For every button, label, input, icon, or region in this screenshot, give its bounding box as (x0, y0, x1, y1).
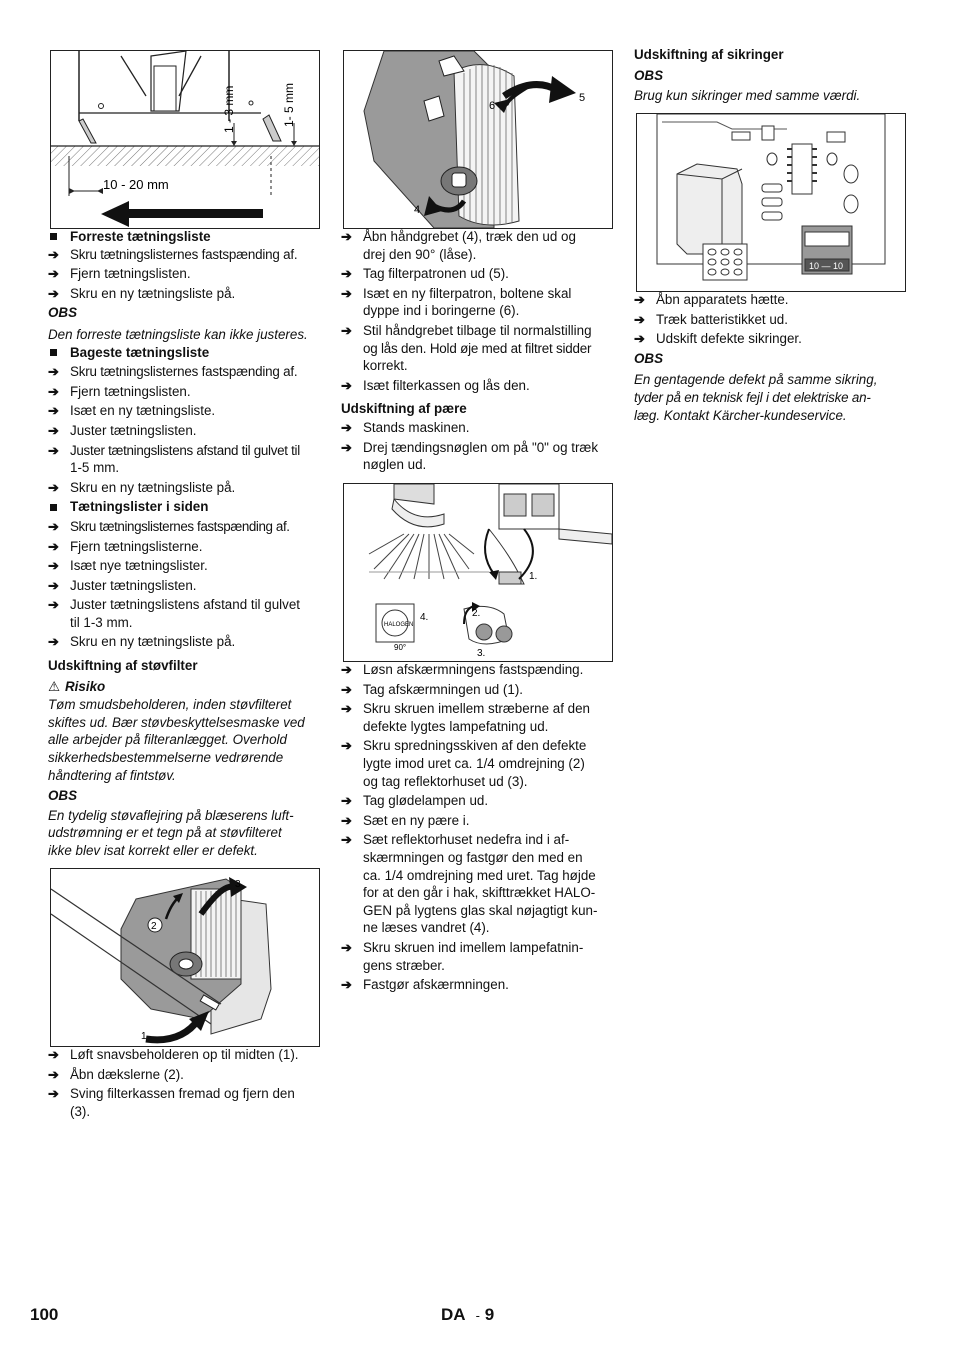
step-cont: korrekt. (363, 358, 408, 374)
step-cont: ne læses vandret (4). (363, 920, 490, 936)
section-title-rear-seal: Bageste tætningsliste (70, 344, 210, 360)
arrow-icon: ➔ (341, 266, 352, 282)
step: Udskift defekte sikringer. (656, 331, 802, 347)
section-title-side-seals: Tætningslister i siden (70, 499, 209, 515)
step: Skru spredningsskiven af den defekte (363, 738, 587, 754)
arrow-icon: ➔ (48, 538, 59, 554)
arrow-icon: ➔ (341, 439, 352, 455)
obs-label: OBS (634, 350, 664, 366)
seal-adjust-figure (50, 50, 320, 229)
step-cont: ca. 1/4 omdrejning med uret. Tag højde (363, 867, 596, 883)
step: Sving filterkassen fremad og fjern den (70, 1086, 295, 1102)
page-number: 100 (30, 1305, 59, 1324)
step: Sæt en ny pære i. (363, 812, 470, 828)
arrow-icon: ➔ (341, 832, 352, 848)
callout-4: 4. (420, 612, 429, 623)
obs-line: En tydelig støvaflejring på blæserens luft- (48, 807, 294, 823)
step: Tag glødelampen ud. (363, 793, 489, 809)
arrow-icon: ➔ (48, 1086, 59, 1102)
obs-text: Brug kun sikringer med samme værdi. (634, 88, 861, 104)
obs-line: tyder på en teknisk fejl i det elektriske an- (634, 389, 871, 405)
callout-4: 4 (414, 204, 421, 216)
step: Åbn apparatets hætte. (656, 292, 789, 307)
arrow-icon: ➔ (48, 1066, 59, 1082)
step: Stands maskinen. (363, 419, 470, 435)
step-cont: gens stræber. (363, 957, 445, 973)
filter-cartridge-diagram (344, 51, 612, 228)
obs-line: ikke blev isat korrekt eller er defekt. (48, 843, 258, 858)
page-label (441, 1306, 494, 1325)
step: Skru skruen ind imellem lampefatnin- (363, 939, 584, 955)
arrow-icon: ➔ (48, 518, 59, 534)
step: Fjern tætningslisterne. (70, 538, 203, 554)
callout-6: 6 (489, 100, 496, 112)
arrow-icon: ➔ (48, 383, 59, 399)
step: Drej tændingsnøglen om på "0" og træk (363, 439, 599, 455)
arrow-icon: ➔ (341, 738, 352, 754)
arrow-icon: ➔ (341, 977, 352, 993)
bullet-square-icon (48, 498, 70, 516)
arrow-icon: ➔ (48, 364, 59, 380)
obs-label: OBS (48, 788, 78, 804)
arrow-icon: ➔ (48, 403, 59, 419)
angle-label: 90° (394, 643, 407, 652)
step: Åbn dækslerne (2). (70, 1066, 184, 1082)
obs-line: En gentagende defekt på samme sikring, (634, 372, 878, 388)
callout-3: 3. (477, 648, 486, 659)
heading-lamp: Udskiftning af pære (341, 401, 467, 417)
arrow-icon: ➔ (634, 311, 645, 327)
bullet-square-icon (48, 344, 70, 362)
fuse-board-diagram (637, 114, 905, 291)
step-cont: lygte imod uret ca. 1/4 omdrejning (2) (363, 755, 585, 771)
arrow-icon: ➔ (341, 793, 352, 809)
arrow-icon: ➔ (48, 422, 59, 438)
arrow-icon: ➔ (341, 681, 352, 697)
arrow-icon: ➔ (341, 285, 352, 301)
callout-5: 5 (579, 92, 586, 104)
arrow-icon: ➔ (341, 377, 352, 393)
seal-diagram (51, 51, 319, 228)
obs-text (634, 371, 914, 424)
arrow-icon: ➔ (341, 812, 352, 828)
dim-label-1-3: 1 - 3 mm (222, 85, 236, 133)
arrow-icon: ➔ (48, 577, 59, 593)
callout-1: 1 (141, 1031, 147, 1042)
filter-box-diagram (51, 869, 319, 1046)
dim-label-10-20: 10 - 20 mm (103, 177, 169, 192)
arrow-icon: ➔ (341, 701, 352, 717)
step: Træk batteristikket ud. (656, 311, 788, 327)
obs-text: Den forreste tætningsliste kan ikke justeres. (48, 326, 308, 342)
col3-text-bottom (634, 291, 914, 424)
arrow-icon: ➔ (634, 292, 645, 307)
step: Isæt nye tætningslister. (70, 558, 208, 574)
risk-text (48, 696, 323, 784)
step: Skru tætningslisternes fastspænding af. (70, 518, 290, 534)
step: Skru en ny tætningsliste på. (70, 634, 236, 650)
col2-text-top (341, 228, 616, 474)
heading-dust-filter: Udskiftning af støvfilter (48, 658, 198, 674)
col2-text-bottom (341, 661, 616, 994)
step-cont: dyppe ind i boringerne (6). (363, 303, 520, 319)
step-cont: skærmningen og fastgør den med en (363, 849, 583, 865)
arrow-icon: ➔ (48, 246, 59, 262)
lang-code: DA (441, 1305, 465, 1324)
step: Fjern tætningslisten. (70, 383, 191, 399)
step: Løsn afskærmningens fastspænding. (363, 662, 584, 677)
risk-line: Tøm smudsbeholderen, inden støvfilteret (48, 697, 292, 713)
lamp-figure (343, 483, 613, 662)
obs-line: læg. Kontakt Kärcher-kundeservice. (634, 407, 847, 423)
step: Juster tætningslisten. (70, 577, 197, 593)
step: Juster tætningslistens afstand til gulvet til (70, 442, 300, 458)
warning-icon: ⚠ (48, 678, 61, 694)
step: Juster tætningslistens afstand til gulvet (70, 597, 300, 613)
step: Stil håndgrebet tilbage til normalstilling (363, 322, 592, 338)
step-cont: og lås den. Hold øje med at filtret sidder (363, 340, 592, 356)
callout-3: 3 (235, 879, 241, 890)
step-cont: for at den går i hak, skifttrækket HALO- (363, 885, 596, 901)
risk-line: alle arbejder på filteranlægget. Overhold (48, 732, 287, 748)
col3-text-top (634, 46, 914, 105)
step: Sæt reflektorhuset nedefra ind i af- (363, 832, 570, 848)
arrow-icon: ➔ (341, 939, 352, 955)
filter-cartridge-figure (343, 50, 613, 229)
step: Skru tætningslisternes fastspænding af. (70, 246, 298, 262)
risk-line: sikkerhedsbestemmelserne vedrørende (48, 750, 284, 766)
section-title-front-seal: Forreste tætningsliste (70, 229, 211, 244)
risk-label: Risiko (65, 678, 106, 694)
step: Skru en ny tætningsliste på. (70, 479, 236, 495)
callout-2: 2 (151, 921, 157, 932)
step: Løft snavsbeholderen op til midten (1). (70, 1047, 299, 1062)
arrow-icon: ➔ (48, 597, 59, 613)
arrow-icon: ➔ (48, 266, 59, 282)
arrow-icon: ➔ (634, 331, 645, 347)
arrow-icon: ➔ (48, 442, 59, 458)
step-cont: (3). (70, 1103, 91, 1119)
step: Isæt en ny tætningsliste. (70, 403, 216, 419)
step: Tag filterpatronen ud (5). (363, 266, 509, 282)
step: Skru tætningslisternes fastspænding af. (70, 364, 298, 380)
step: Isæt filterkassen og lås den. (363, 377, 530, 393)
lamp-diagram (344, 484, 612, 661)
step-cont: drej den 90° (låse). (363, 246, 477, 262)
step: Fjern tætningslisten. (70, 266, 191, 282)
arrow-icon: ➔ (48, 479, 59, 495)
col1-text-top (48, 228, 323, 860)
obs-label: OBS (48, 305, 78, 321)
section-page: 9 (484, 1305, 495, 1324)
risk-line: skiftes ud. Bær støvbeskyttelsesmaske ved (48, 714, 305, 730)
arrow-icon: ➔ (48, 634, 59, 650)
step-cont: nøglen ud. (363, 457, 427, 473)
obs-text (48, 807, 323, 860)
step: Juster tætningslisten. (70, 422, 197, 438)
dim-label-1-5: 1- 5 mm (282, 82, 296, 127)
obs-label: OBS (634, 67, 664, 83)
obs-line: udstrømning er et tegn på at støvfilteret (48, 825, 282, 841)
arrow-icon: ➔ (341, 419, 352, 435)
step-cont: GEN på lygtens glas skal nøjagtigt kun- (363, 902, 598, 918)
filter-box-figure (50, 868, 320, 1047)
step-cont: til 1-3 mm. (70, 614, 133, 630)
step: Skru en ny tætningsliste på. (70, 285, 236, 301)
step: Skru skruen imellem stræberne af den (363, 701, 590, 717)
arrow-icon: ➔ (341, 229, 352, 244)
fuse-label: 10 — 10 (809, 261, 844, 271)
halogen-text: HALOGEN (384, 622, 414, 628)
separator: - (475, 1308, 481, 1323)
arrow-icon: ➔ (48, 285, 59, 301)
arrow-icon: ➔ (48, 558, 59, 574)
step-cont: 1-5 mm. (70, 460, 120, 476)
arrow-icon: ➔ (341, 662, 352, 677)
arrow-icon: ➔ (48, 1047, 59, 1062)
callout-1: 1. (529, 571, 538, 582)
step: Tag afskærmningen ud (1). (363, 681, 524, 697)
step: Isæt en ny filterpatron, boltene skal (363, 285, 572, 301)
heading-fuses: Udskiftning af sikringer (634, 47, 784, 62)
bullet-square-icon (48, 228, 70, 246)
step-cont: defekte lygtes lampefatning ud. (363, 718, 549, 734)
step: Fastgør afskærmningen. (363, 977, 509, 993)
arrow-icon: ➔ (341, 322, 352, 338)
fuse-board-figure (636, 113, 906, 292)
col1-text-bottom (48, 1046, 323, 1120)
step-cont: og tag reflektorhuset ud (3). (363, 773, 528, 789)
callout-2: 2. (472, 608, 481, 619)
risk-line: håndtering af fintstøv. (48, 767, 176, 783)
step: Åbn håndgrebet (4), træk den ud og (363, 229, 576, 244)
